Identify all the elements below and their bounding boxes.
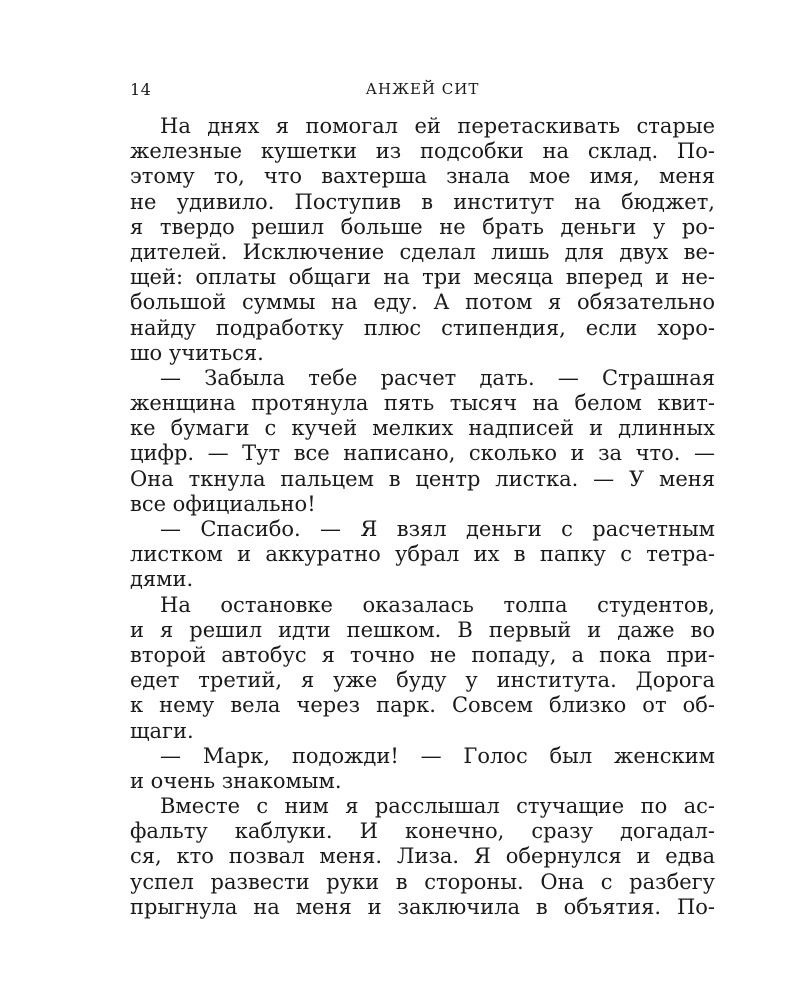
text-line: шо учиться. (130, 340, 264, 365)
text-line: и очень знакомым. (130, 768, 342, 793)
text-line: ся, кто позвал меня. Лиза. Я обернулся и едва (130, 844, 715, 869)
body-text (130, 114, 715, 920)
text-line: к нему вела через парк. Совсем близко от об- (130, 693, 715, 718)
text-line: дителей. Исключение сделал лишь для двух ве- (130, 239, 715, 264)
text-line: ке бумаги с кучей мелких надписей и длинных (130, 416, 715, 441)
text-line: Вместе с ним я расслышал стучащие по ас- (160, 794, 715, 819)
text-line: этому то, что вахтерша знала мое имя, меня (130, 164, 715, 189)
text-line: найду подработку плюс стипендия, если хоро- (130, 315, 715, 340)
text-line: На остановке оказалась толпа студентов, (160, 592, 715, 617)
text-line: листком и аккуратно убрал их в папку с тетра- (130, 542, 715, 567)
text-line: железные кушетки из подсобки на склад. По- (130, 139, 715, 164)
page-number: 14 (130, 80, 152, 99)
text-line: прыгнула на меня и заключила в объятия. По- (130, 894, 715, 919)
text-line: и я решил идти пешком. В первый и даже во (130, 617, 715, 642)
text-line: — Спасибо. — Я взял деньги с расчетным (160, 517, 715, 541)
text-line: щей: оплаты общаги на три месяца вперед и не- (130, 265, 715, 290)
text-line: успел развести руки в стороны. Она с разбегу (130, 869, 715, 894)
text-line: — Забыла тебе расчет дать. — Страшная (160, 365, 715, 390)
text-line: я твердо решил больше не брать деньги у ро- (130, 214, 715, 239)
text-line: На днях я помогал ей перетаскивать старые (160, 114, 715, 138)
text-line: второй автобус я точно не попаду, а пока при- (130, 642, 715, 667)
text-line: дями. (130, 567, 194, 592)
text-line: едет третий, я уже буду у института. Дорога (130, 668, 715, 693)
book-header: АНЖЕЙ СИТ (365, 80, 480, 98)
running-head (130, 80, 715, 102)
text-line: щаги. (130, 718, 194, 743)
text-line: цифр. — Тут все написано, сколько и за что. — (130, 441, 715, 466)
text-line: не удивило. Поступив в институт на бюджет, (130, 189, 715, 214)
text-line: женщина протянула пять тысяч на белом квит- (130, 391, 715, 416)
text-line: Она ткнула пальцем в центр листка. — У меня (130, 466, 715, 491)
text-line: — Марк, подожди! — Голос был женским (160, 743, 715, 768)
text-line: фальту каблуки. И конечно, сразу догадал- (130, 819, 715, 844)
text-line: все официально! (130, 491, 316, 516)
text-line: большой суммы на еду. А потом я обязательно (130, 290, 715, 315)
